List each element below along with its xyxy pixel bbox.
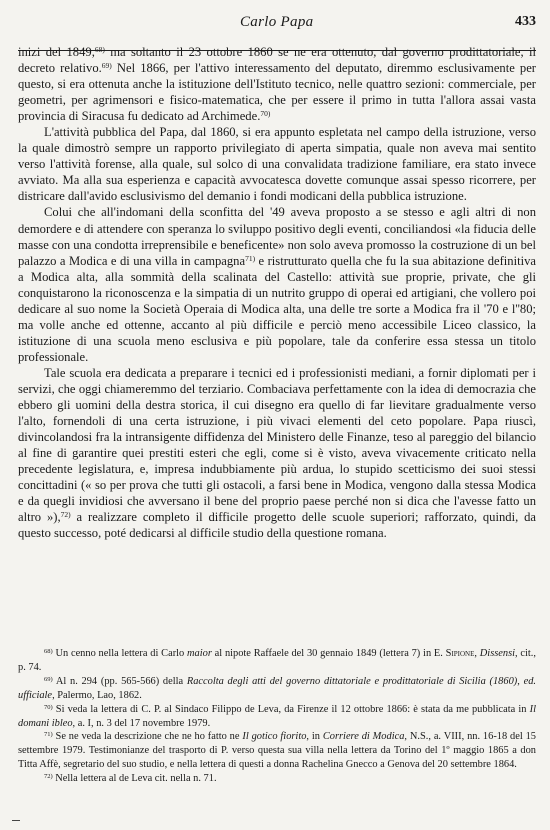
paragraph-4: Tale scuola era dedicata a preparare i tecnici ed i professionisti mediani, a fornir diplomati per i servizi, che oggi chiameremmo del terziario. Combaciava perfettamente con la idea di democrazia che ebbero gli uomini della destra storica, il cui disegno era quello di far lievitare gradualmente verso l'alto, fornendoli di una certa istruzione, i più vivaci elementi del ceto popolare. Papa riuscì, divincolandosi fra la intransigente diffidenza del Ministero delle Finanze, teso al pareggio del bilancio al fine di garantire quei prestiti esteri che egli, come si è visto, aveva vivacemente criticato nella precedente legislatura, e, impresa indubbiamente più ardua, lo stupido scetticismo dei suoi stessi concittadini (« so per prova che tutti gli ostacoli, a farsi bene in Modica, vengono dalla stessa Modica e da quegli invidiosi che avversano il bene del proprio paese perché non si dica che l'avesse fatto un altro »),$^{72)}$ a realizzare completo il difficile progetto delle scuole superiori; rafforzato, quindi, da questo successo, poté dedicarsi al difficile studio della questione romana. (18, 365, 537, 541)
running-header (18, 14, 536, 36)
footnote-ref-68[interactable]: 68) (94, 45, 105, 54)
footnote-69: $^{69)}$ Al n. 294 (pp. 565-566) della Raccolta degli atti del governo dittatoriale e prodittatoriale di Sicilia (1860), ed. ufficiale, Palermo, Lao, 1862. (18, 675, 536, 701)
footnote-72: $^{72)}$ Nella lettera al de Leva cit. nella n. 71. (44, 773, 217, 785)
paragraph-3: Colui che all'indomani della sconfitta del '49 aveva proposto a se stesso e agli altri di non demordere e di attendere con speranza lo sviluppo positivo degli eventi, conciliandosi «la fiducia delle masse con una condotta irreprensibile e beneficente» non solo aveva promosso la costruzione di un bel palazzo a Modica e di una villa in campagna$^{71)}$ e ristrutturato quella che fu la sua abitazione definitiva a Modica alta, alla sommità della scalinata del Castello: attività sue proprie, private, che gli conquistarono la riconoscenza e la simpatia di un nutrito gruppo di operai ed artigiani, che vollero poi dedicare al suo nome la Società Operaia di Modica alta, una delle tre sorte a Modica fra il '70 e l''80; ma volle anche ed ottenne, accanto al più difficile e perciò meno accessibile Liceo classico, la istituzione di una scuola meno esclusiva e più popolare, tale da conferire essa stessa un titolo professionale. (18, 205, 536, 364)
footnote-ref-69[interactable]: 69) (101, 61, 112, 71)
footnote-68: $^{68)}$ Un cenno nella lettera di Carlo maior al nipote Raffaele del 30 gennaio 1849 (lettera 7) in E. Sipione, Dissensi, cit., p. 74. (18, 648, 536, 673)
footnote-71: $^{71)}$ Se ne veda la descrizione che ne ho fatto ne Il gotico fiorito, in Corriere di Modica, N.S., a. VIII, nn. 16-18 del 15 settembre 1979. Testimonianze del trasporto di P. verso questa sua villa nella lettera da Torino del 1º maggio 1865 a don Titta Affè, segretario del suo studio, e nella lettera di questi a donna Rachelina Gnecco a Genova del 20 settembre 1864. (18, 731, 536, 771)
main-text (18, 44, 536, 541)
footnote-ref-70[interactable]: 70) (260, 109, 271, 119)
page-number: 433 (515, 14, 536, 29)
paragraph-2: L'attività pubblica del Papa, dal 1860, si era appunto espletata nel campo della istruzione, verso la quale dimostrò sempre un rapporto privilegiato di aperta simpatia, quale non aveva mai sentito verso l'attività forense, alla quale, sul solco di una convalidata tradizione familiare, era stato invece avviato. Ma alla sua esperienza e capacità avvocatesca dovette comunque assai spesso ricorrere, per districare dall'avido esclusivismo del demanio i fondi modicani della pubblica istruzione. (18, 125, 536, 204)
footnote-ref-72[interactable]: 72) (60, 510, 71, 520)
footnote-70: $^{70)}$ Si veda la lettera di C. P. al Sindaco Filippo de Leva, da Firenze il 12 ottobre 1866: è stata da me pubblicata in Il domani ibleo, a. I, n. 3 del 17 novembre 1979. (18, 703, 536, 729)
running-title: Carlo Papa (240, 14, 314, 30)
footnotes (18, 647, 536, 786)
footnote-ref-71[interactable]: 71) (245, 253, 256, 263)
page-edge-mark (12, 820, 20, 821)
paragraph-1: inizi del 1849,$^{68)}$ ma soltanto il 23 ottobre 1860 se ne era ottenuto, dal governo prodittatoriale, il decreto relativo.$^{69)}$ Nel 1866, per l'attivo interessamento del deputato, diremmo esclusivamente per questo, si era ottenuta anche la istituzione dell'Istituto tecnico, nelle quattro sezioni: commerciale, per geometri, per agrimensori e fisico-matematica, che per essere il primo in tutta l'allora assai vasta provincia di Siracusa fu dedicato ad Archimede.$^{70)}$ (18, 45, 536, 124)
